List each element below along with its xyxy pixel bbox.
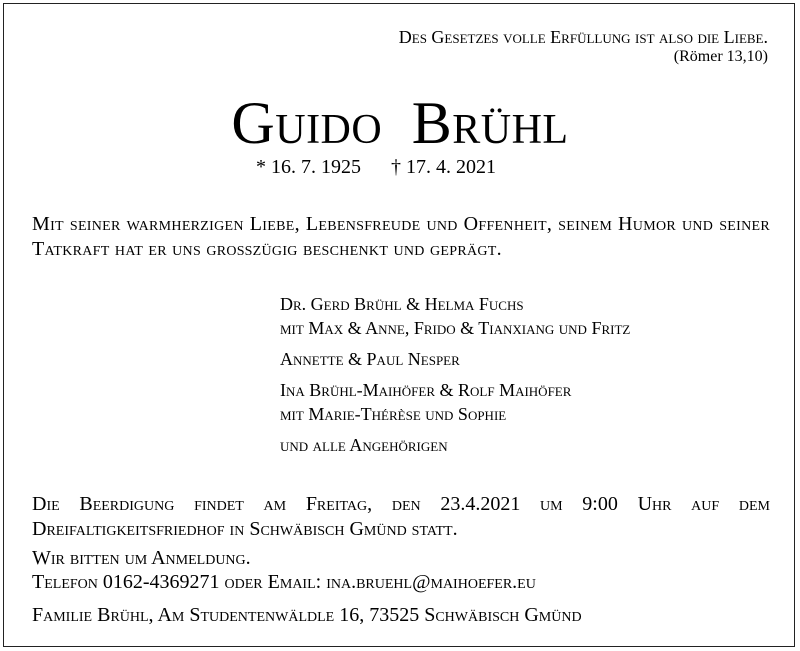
mourner-line: Ina Brühl-Maihöfer & Rolf Maihöfer (280, 380, 572, 400)
mourner-group (280, 433, 630, 457)
tribute-text: Mit seiner warmherzigen Liebe, Lebensfreude und Offenheit, seinem Humor und seiner Tatkraft hat er uns großzügig beschenkt und geprägt. (32, 213, 770, 260)
mourner-line: Dr. Gerd Brühl & Helma Fuchs (280, 294, 524, 314)
phone-email: Telefon 0162-4369271 oder Email: ina.bruehl@maihoefer.eu (32, 571, 536, 593)
mourner-group (280, 347, 630, 371)
life-dates (256, 154, 496, 180)
quote-reference: (Römer 13,10) (673, 48, 768, 65)
mourner-line: und alle Angehörigen (280, 435, 448, 455)
funeral-details: Die Beerdigung findet am Freitag, den 23.4.2021 um 9:00 Uhr auf dem Dreifaltigkeitsfriedhof in Schwäbisch Gmünd statt. (32, 493, 770, 540)
bible-quote (399, 26, 768, 66)
mourners-list (280, 292, 630, 464)
contact-block (32, 546, 536, 594)
death-date: † 17. 4. 2021 (391, 156, 496, 178)
mourner-group (280, 378, 630, 426)
deceased-name: Guido Brühl (231, 90, 569, 156)
family-address: Familie Brühl, Am Studentenwäldle 16, 73525 Schwäbisch Gmünd (32, 604, 582, 626)
mourner-group (280, 292, 630, 340)
birth-date: * 16. 7. 1925 (256, 156, 361, 178)
quote-text: Des Gesetzes volle Erfüllung ist also die Liebe. (398, 27, 768, 47)
mourner-line: Annette & Paul Nesper (280, 349, 460, 369)
mourner-line: mit Max & Anne, Frido & Tianxiang und Fritz (280, 318, 631, 338)
mourner-line: mit Marie-Thérèse und Sophie (280, 404, 507, 424)
registration-note: Wir bitten um Anmeldung. (32, 547, 251, 569)
